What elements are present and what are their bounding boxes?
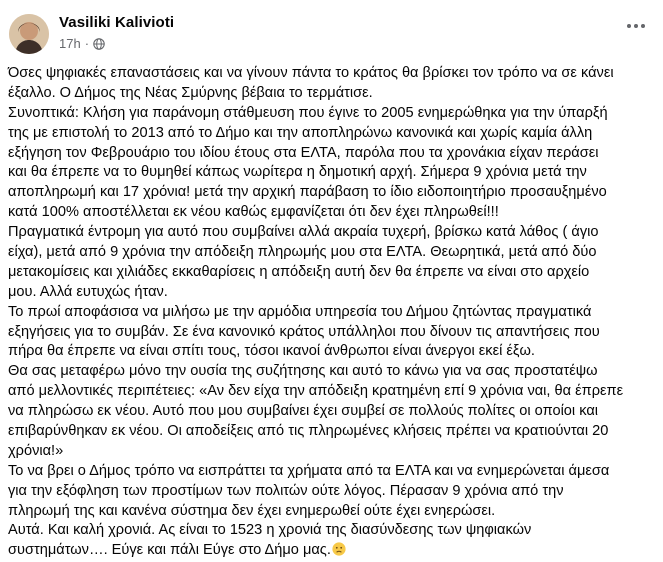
post-timestamp[interactable]: 17h <box>59 36 81 51</box>
post-line: κατά 100% αποστέλλεται εκ νέου καθώς εμφανίζεται ότι δεν έχει πληρωθεί!!! <box>8 204 499 221</box>
post-line: Πραγματικά έντρομη για αυτό που συμβαίνει αλλά ακραία τυχερή, βρίσκω κατά λάθος ( άγιο <box>8 224 599 241</box>
avatar-image <box>9 14 49 54</box>
post-line: Αυτά. Και καλή χρονιά. Ας είναι το 1523 η χρονιά της διασύνδεσης των ψηφιακών <box>8 522 532 539</box>
post-line: πήρα θα έπρεπε να είναι σπίτι τους, τόσοι ικανοί άνθρωποι είναι άνεργοι εκεί έξω. <box>8 343 535 360</box>
post-line: πληρωμή της και κανένα σύστημα δεν έχει ενημερωθεί ούτε έχει ενηερώσει. <box>8 502 496 519</box>
post-line: χρόνια!» <box>8 442 64 459</box>
post-text <box>8 64 658 561</box>
post-line: της με επιστολή το 2013 από το Δήμο και την αποπληρώνω κανονικά και χωρίς καμία άλλη <box>8 124 593 141</box>
post-line-text: συστημάτων…. Εύγε και πάλι Εύγε στο Δήμο μας. <box>8 542 331 559</box>
post-line: από μελλοντικές περιπέτειες: «Αν δεν είχα την απόδειξη κρατημένη επί 9 χρόνια ναι, θα έπρεπε <box>8 383 624 400</box>
post-line: αποπληρωμή και 17 χρόνια! μετά την αρχική παράβαση το ίδιο ειδοποιητήριο προσαυξημένο <box>8 184 607 201</box>
post-line-last <box>8 541 658 561</box>
post-line: Θα σας μεταφέρω μόνο την ουσία της συζήτησης και αυτό το κάνω για να σας προστατέψω <box>8 363 598 380</box>
globe-icon[interactable] <box>93 38 105 50</box>
post-meta <box>59 36 105 51</box>
post-line: μου. Αλλά ευτυχώς ήταν. <box>8 283 168 300</box>
post-line: Συνοπτικά: Κλήση για παράνομη στάθμευση που έγινε το 2005 ενημερώθηκα για την ύπαρξή <box>8 104 608 121</box>
post-line: εξηγήσεις για το συμβάν. Σε ένα κανονικό κράτος υπάλληλοι που δίνουν τις απαντήσεις που <box>8 323 600 340</box>
post-line: Όσες ψηφιακές επαναστάσεις και να γίνουν πάντα το κράτος θα βρίσκει τον τρόπο να σε κάνει <box>8 65 614 81</box>
post-header <box>0 0 663 60</box>
post-line: μετακομίσεις και χιλιάδες εκκαθαρίσεις η απόδειξη αυτή δεν θα έπρεπε να είναι στο αρχείο <box>8 263 590 280</box>
post-line: Το να βρει ο Δήμος τρόπο να εισπράττει τα χρήματα από τα ΕΛΤΑ και να ενημερώνεται άμεσα <box>8 462 610 479</box>
meta-separator: · <box>84 36 90 51</box>
post-line: και θα έπρεπε να το θυμηθεί κάπως νωρίτερα η δημοτική αρχή. Σήμερα 9 χρόνια μετά την <box>8 164 587 181</box>
post-line: επιβαρύνθηκαν εκ νέου. Οι αποδείξεις από τις πληρωμένες κλήσεις πρέπει να κρατιούνται 20 <box>8 423 609 440</box>
sad-face-emoji-icon <box>332 542 346 556</box>
post-line: για την εξόφληση των προστίμων των πολιτών ούτε λόγος. Πέρασαν 9 χρόνια από την <box>8 482 564 499</box>
author-name[interactable]: Vasiliki Kalivioti <box>59 14 175 31</box>
more-options-icon[interactable] <box>622 16 650 36</box>
post-line: Το πρωί αποφάσισα να μιλήσω με την αρμόδια υπηρεσία του Δήμου ζητώντας πραγματικά <box>8 303 592 320</box>
post-line: έξαλλο. Ο Δήμος της Νέας Σμύρνης βέβαια το τερμάτισε. <box>8 84 373 101</box>
avatar[interactable] <box>9 14 49 54</box>
post-line: εξήγηση τον Φεβρουάριο του ιδίου έτους στα ΕΛΤΑ, παρόλα που τα χρονάκια είχαν περάσει <box>8 144 599 161</box>
post-line: είχα), μετά από 9 χρόνια την απόδειξη πληρωμής μου στα ΕΛΤΑ. Θεωρητικά, μετά από δύο <box>8 244 597 261</box>
post-line: να πληρώσω εκ νέου. Αυτό που μου συμβαίνει έχει συμβεί σε πολλούς πολίτες οι οποίοι και <box>8 403 599 420</box>
